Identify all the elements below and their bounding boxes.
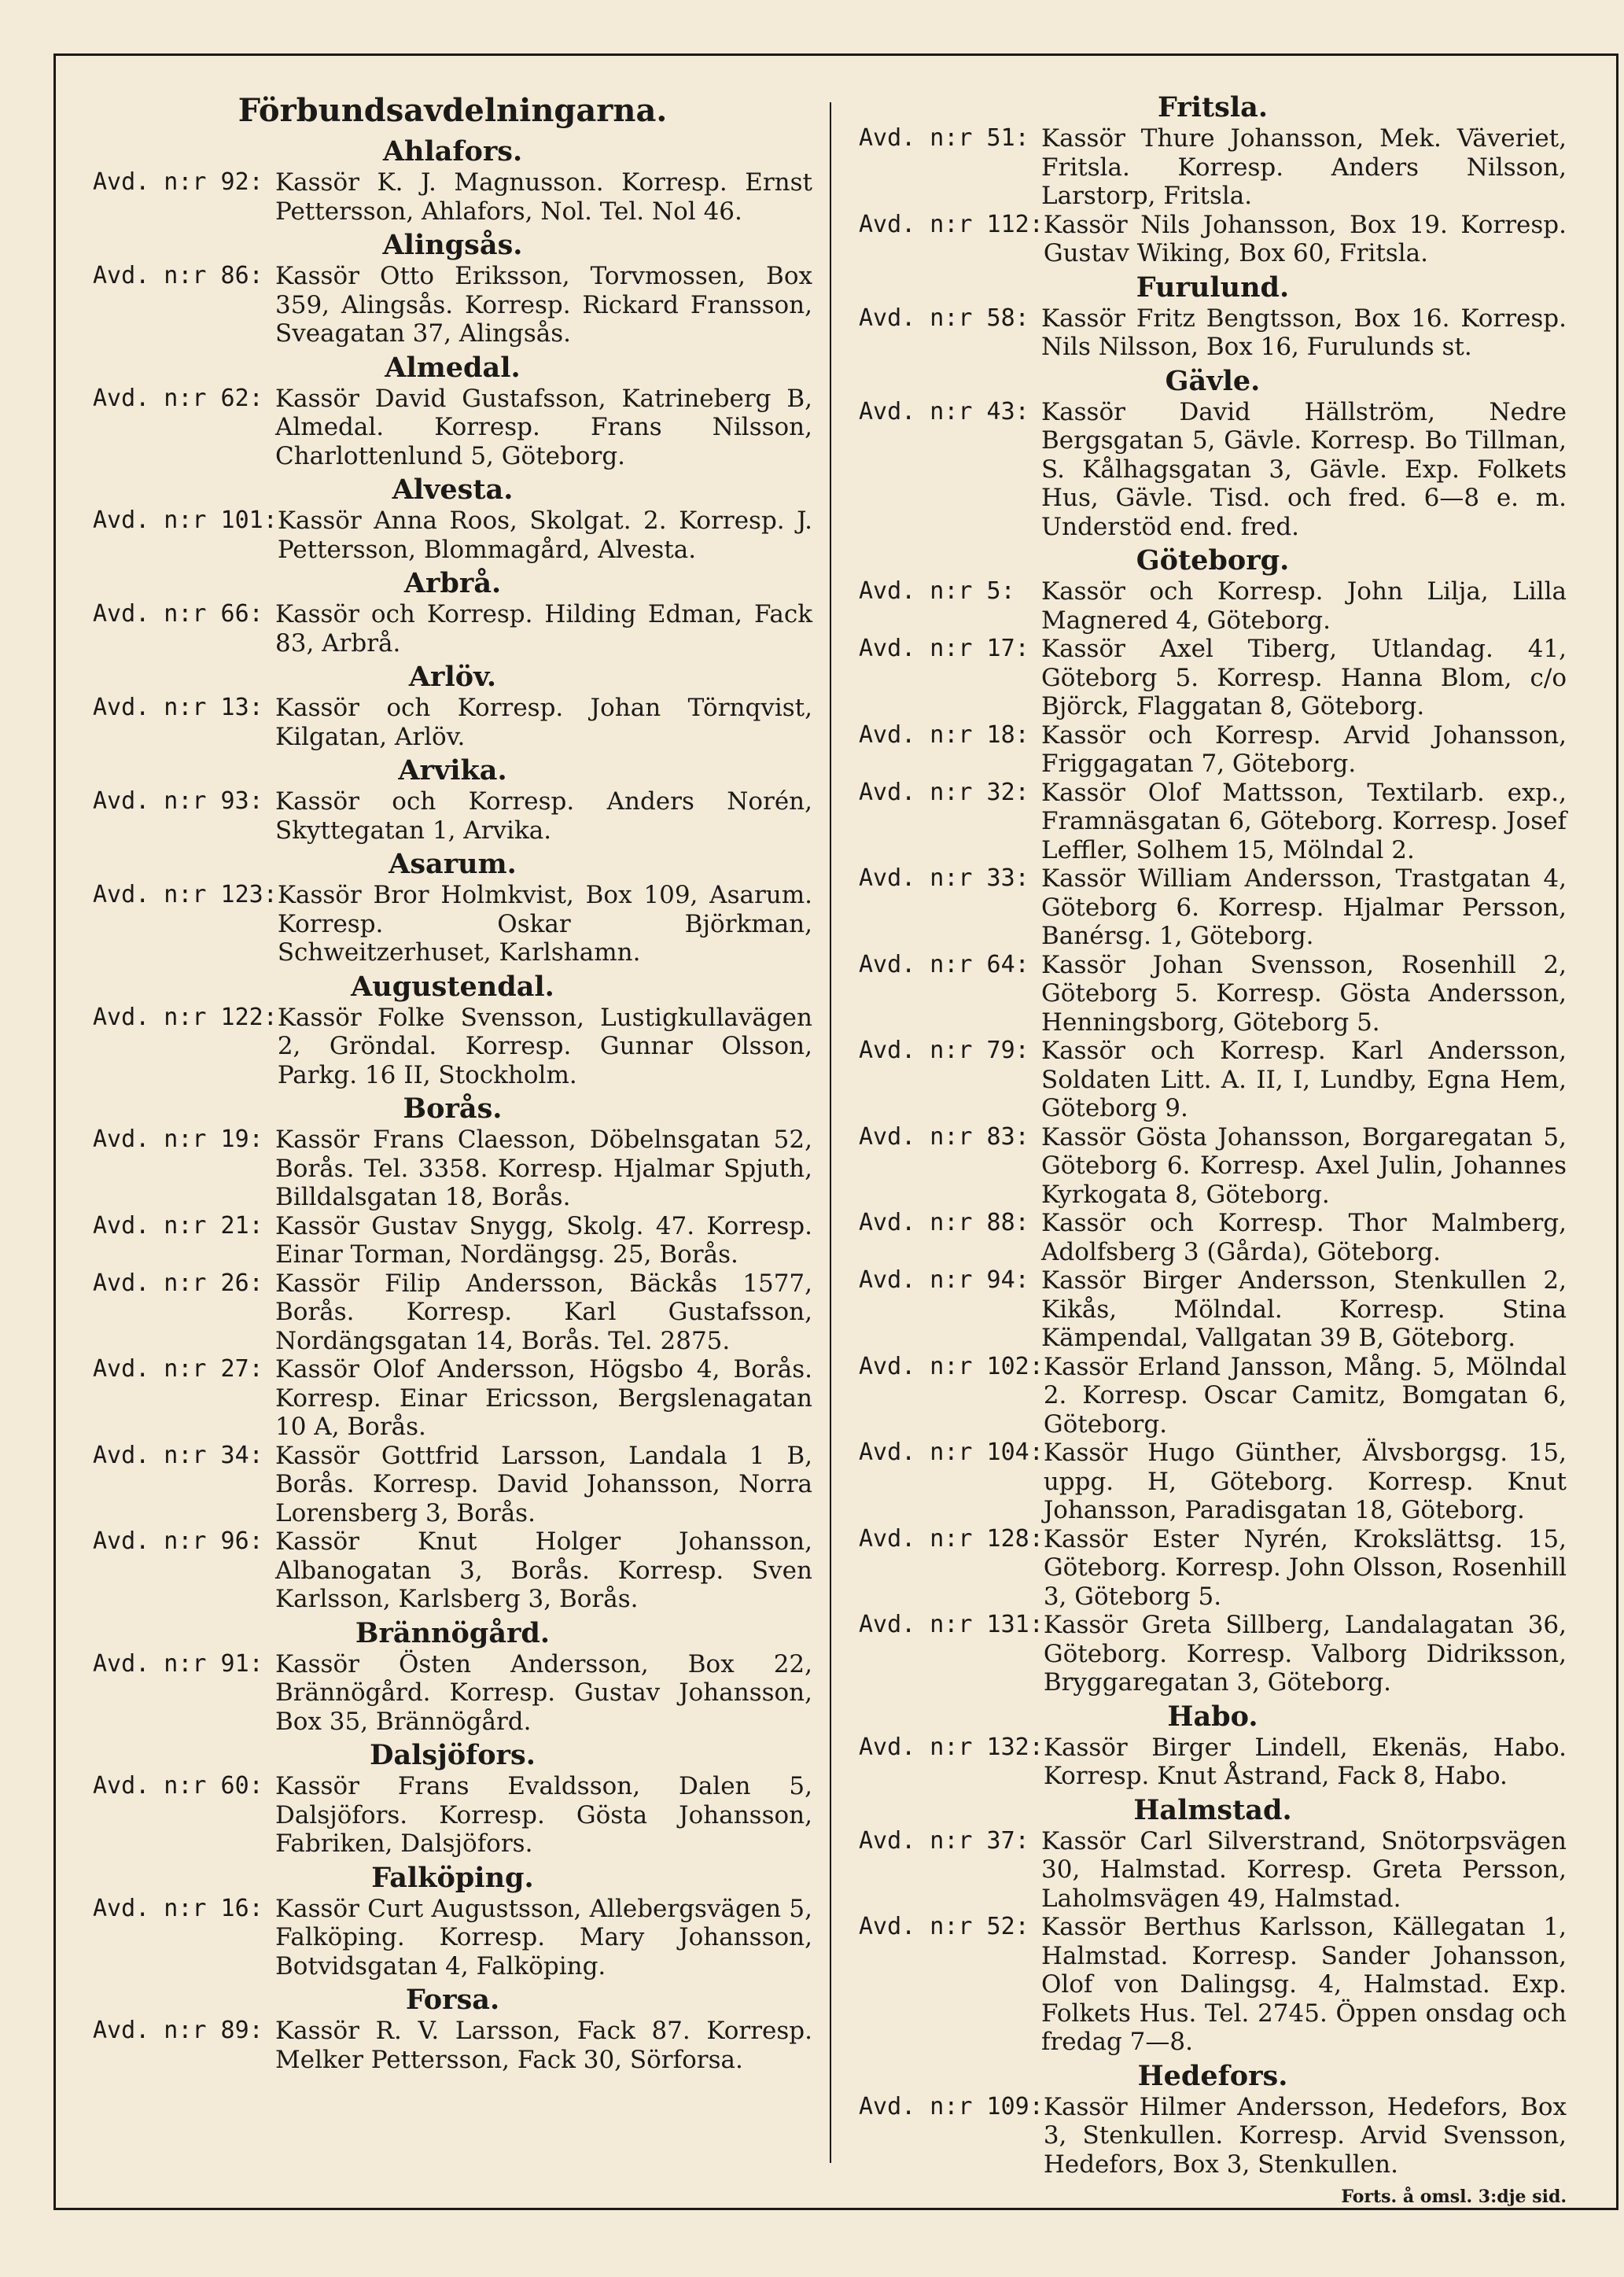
branch-contact: Kassör Hilmer Andersson, Hedefors, Box 3, Stenkullen. Korresp. Arvid Svensson, Hedefors, Box 3, Stenkullen. <box>1043 2092 1567 2179</box>
branch-entry <box>859 1525 1567 1612</box>
branch-entry <box>93 1895 812 1981</box>
branch-contact: Kassör R. V. Larsson, Fack 87. Korresp. Melker Pettersson, Fack 30, Sörforsa. <box>275 2017 812 2074</box>
branch-entry <box>859 1353 1567 1439</box>
branch-contact: Kassör Nils Johansson, Box 19. Korresp. Gustav Wiking, Box 60, Fritsla. <box>1043 210 1567 267</box>
branch-number: Avd. n:r 32: <box>859 778 1029 806</box>
branch-number: Avd. n:r 91: <box>93 1649 263 1678</box>
branch-number: Avd. n:r 33: <box>859 864 1029 892</box>
branch-number: Avd. n:r 16: <box>93 1894 263 1922</box>
branch-contact: Kassör och Korresp. Karl Andersson, Soldaten Litt. A. II, I, Lundby, Egna Hem, Göteborg 9. <box>1041 1037 1567 1122</box>
branch-number: Avd. n:r 83: <box>859 1122 1029 1151</box>
branch-entry <box>93 385 812 471</box>
branch-entry <box>93 1772 812 1859</box>
right-entries <box>859 91 1567 2179</box>
branch-entry <box>93 694 812 751</box>
branch-number: Avd. n:r 132: <box>859 1733 1044 1761</box>
branch-entry <box>859 211 1567 268</box>
branch-contact: Kassör Curt Augustsson, Allebergsvägen 5, Falköping. Korresp. Mary Johansson, Botvidsgatan 4, Falköping. <box>275 1894 812 1980</box>
branch-contact: Kassör Ester Nyrén, Krokslättsg. 15, Göteborg. Korresp. John Olsson, Rosenhill 3, Göteborg 5. <box>1043 1524 1567 1611</box>
branch-entry <box>859 1266 1567 1353</box>
branch-number: Avd. n:r 34: <box>93 1441 263 1469</box>
branch-contact: Kassör K. J. Magnusson. Korresp. Ernst Pettersson, Ahlafors, Nol. Tel. Nol 46. <box>275 168 812 226</box>
branch-contact: Kassör William Andersson, Trastgatan 4, Göteborg 6. Korresp. Hjalmar Persson, Banérsg. 1, Göteborg. <box>1041 864 1567 950</box>
section-heading: Göteborg. <box>1136 544 1290 577</box>
branch-contact: Kassör David Gustafsson, Katrineberg B, Almedal. Korresp. Frans Nilsson, Charlottenlund 5, Göteborg. <box>275 384 812 470</box>
branch-contact: Kassör Birger Andersson, Stenkullen 2, Kikås, Mölndal. Korresp. Stina Kämpendal, Vallgatan 39 B, Göteborg. <box>1041 1266 1567 1352</box>
branch-number: Avd. n:r 37: <box>859 1826 1029 1855</box>
branch-number: Avd. n:r 109: <box>859 2092 1044 2120</box>
branch-entry <box>859 1209 1567 1266</box>
branch-contact: Kassör Anna Roos, Skolgat. 2. Korresp. J. Pettersson, Blommagård, Alvesta. <box>277 507 812 564</box>
branch-entry <box>93 787 812 845</box>
section-heading: Fritsla. <box>1158 91 1268 123</box>
branch-number: Avd. n:r 86: <box>93 262 263 289</box>
section-heading: Alvesta. <box>392 473 514 506</box>
branch-contact: Kassör Berthus Karlsson, Källegatan 1, Halmstad. Korresp. Sander Johansson, Olof von Dalingsg. 4, Halmstad. Exp. Folkets Hus. Tel. 2745. Öppen onsdag och fredag 7—8. <box>1041 1913 1567 2056</box>
branch-contact: Kassör Axel Tiberg, Utlandag. 41, Göteborg 5. Korresp. Hanna Blom, c/o Björck, Flaggatan 8, Göteborg. <box>1041 635 1567 720</box>
branch-contact: Kassör Folke Svensson, Lustigkullavägen 2, Gröndal. Korresp. Gunnar Olsson, Parkg. 16 II, Stockholm. <box>277 1003 812 1089</box>
branch-entry <box>93 881 812 967</box>
branch-contact: Kassör Otto Eriksson, Torvmossen, Box 359, Alingsås. Korresp. Rickard Fransson, Sveagatan 37, Alingsås. <box>275 262 812 348</box>
branch-contact: Kassör Gottfrid Larsson, Landala 1 B, Borås. Korresp. David Johansson, Norra Lorensberg 3, Borås. <box>275 1441 812 1527</box>
branch-contact: Kassör Greta Sillberg, Landalagatan 36, Göteborg. Korresp. Valborg Didriksson, Bryggaregatan 3, Göteborg. <box>1043 1611 1567 1697</box>
branch-entry <box>859 398 1567 542</box>
branch-entry <box>859 1123 1567 1210</box>
section-heading: Borås. <box>403 1092 503 1125</box>
branch-entry <box>93 168 812 226</box>
branch-contact: Kassör Knut Holger Johansson, Albanogatan 3, Borås. Korresp. Sven Karlsson, Karlsberg 3, Borås. <box>275 1527 812 1613</box>
section-heading: Arlöv. <box>408 661 497 693</box>
branch-number: Avd. n:r 26: <box>93 1269 263 1297</box>
branch-entry <box>93 1527 812 1614</box>
branch-number: Avd. n:r 101: <box>93 507 278 534</box>
branch-entry <box>859 1439 1567 1525</box>
section-heading: Brännögård. <box>355 1616 551 1649</box>
branch-number: Avd. n:r 104: <box>859 1439 1044 1466</box>
section-heading: Furulund. <box>1136 271 1290 304</box>
branch-number: Avd. n:r 17: <box>859 635 1029 662</box>
branch-entry <box>859 2093 1567 2179</box>
left-entries <box>93 135 812 2074</box>
branch-contact: Kassör och Korresp. Johan Törnqvist, Kilgatan, Arlöv. <box>275 694 812 751</box>
branch-number: Avd. n:r 79: <box>859 1037 1029 1064</box>
branch-contact: Kassör Östen Andersson, Box 22, Brännögård. Korresp. Gustav Johansson, Box 35, Brännögård. <box>275 1649 812 1736</box>
branch-entry <box>93 1004 812 1090</box>
branch-contact: Kassör Erland Jansson, Mång. 5, Mölndal 2. Korresp. Oscar Camitz, Bomgatan 6, Göteborg. <box>1043 1352 1567 1439</box>
branch-entry <box>93 1126 812 1212</box>
branch-number: Avd. n:r 62: <box>93 384 263 412</box>
branch-number: Avd. n:r 122: <box>93 1003 278 1031</box>
branch-number: Avd. n:r 51: <box>859 124 1029 152</box>
branch-contact: Kassör och Korresp. Anders Norén, Skyttegatan 1, Arvika. <box>275 787 812 845</box>
branch-number: Avd. n:r 58: <box>859 304 1029 332</box>
branch-contact: Kassör och Korresp. John Lilja, Lilla Magnered 4, Göteborg. <box>1041 577 1567 635</box>
branch-contact: Kassör Olof Mattsson, Textilarb. exp., Framnäsgatan 6, Göteborg. Korresp. Josef Leffler, Solhem 15, Mölndal 2. <box>1041 778 1567 864</box>
branch-contact: Kassör Olof Andersson, Högsbo 4, Borås. Korresp. Einar Ericsson, Bergslenagatan 10 A, Borås. <box>275 1355 812 1441</box>
section-heading: Alingsås. <box>382 229 523 261</box>
branch-entry <box>93 600 812 658</box>
branch-contact: Kassör Frans Evaldsson, Dalen 5, Dalsjöfors. Korresp. Gösta Johansson, Fabriken, Dalsjöfors. <box>275 1772 812 1858</box>
branch-contact: Kassör Gustav Snygg, Skolg. 47. Korresp. Einar Torman, Nordängsg. 25, Borås. <box>275 1211 812 1269</box>
branch-number: Avd. n:r 88: <box>859 1209 1029 1236</box>
left-column <box>93 88 812 2074</box>
branch-contact: Kassör Fritz Bengtsson, Box 16. Korresp. Nils Nilsson, Box 16, Furulunds st. <box>1041 304 1567 361</box>
branch-entry <box>859 1037 1567 1123</box>
section-heading: Asarum. <box>389 848 517 880</box>
continuation-note: Forts. å omsl. 3:dje sid. <box>1341 2187 1567 2207</box>
branch-contact: Kassör Bror Holmkvist, Box 109, Asarum. Korresp. Oskar Björkman, Schweitzerhuset, Karlshamn. <box>277 881 812 967</box>
right-column <box>859 88 1567 2207</box>
branch-entry <box>859 577 1567 635</box>
branch-number: Avd. n:r 60: <box>93 1772 263 1800</box>
branch-number: Avd. n:r 66: <box>93 600 263 628</box>
branch-number: Avd. n:r 19: <box>93 1126 263 1153</box>
branch-entry <box>859 1827 1567 1914</box>
branch-number: Avd. n:r 52: <box>859 1913 1029 1940</box>
branch-entry <box>859 779 1567 865</box>
branch-entry <box>859 635 1567 721</box>
branch-number: Avd. n:r 123: <box>93 881 278 908</box>
branch-contact: Kassör Gösta Johansson, Borgaregatan 5, Göteborg 6. Korresp. Axel Julin, Johannes Kyrkogata 8, Göteborg. <box>1041 1122 1567 1209</box>
branch-number: Avd. n:r 5: <box>859 577 1015 605</box>
branch-number: Avd. n:r 21: <box>93 1211 263 1240</box>
section-heading: Arvika. <box>398 754 507 787</box>
branch-contact: Kassör och Korresp. Arvid Johansson, Friggagatan 7, Göteborg. <box>1041 720 1567 778</box>
branch-number: Avd. n:r 13: <box>93 694 263 721</box>
branch-number: Avd. n:r 128: <box>859 1524 1044 1553</box>
section-heading: Falköping. <box>371 1861 534 1894</box>
section-heading: Gävle. <box>1165 364 1261 397</box>
branch-contact: Kassör Thure Johansson, Mek. Väveriet, Fritsla. Korresp. Anders Nilsson, Larstorp, Fritsla. <box>1041 124 1567 210</box>
branch-number: Avd. n:r 93: <box>93 787 263 815</box>
branch-entry <box>859 1913 1567 2057</box>
branch-entry <box>859 124 1567 211</box>
branch-number: Avd. n:r 131: <box>859 1611 1044 1638</box>
branch-entry <box>859 1611 1567 1697</box>
branch-number: Avd. n:r 96: <box>93 1527 263 1555</box>
branch-contact: Kassör och Korresp. Thor Malmberg, Adolfsberg 3 (Gårda), Göteborg. <box>1041 1209 1567 1266</box>
section-heading: Almedal. <box>385 351 521 384</box>
section-heading: Ahlafors. <box>382 135 523 168</box>
branch-contact: Kassör David Hällström, Nedre Bergsgatan 5, Gävle. Korresp. Bo Tillman, S. Kålhagsgatan 3, Gävle. Exp. Folkets Hus, Gävle. Tisd. och fred. 6—8 e. m. Understöd end. fred. <box>1041 397 1567 541</box>
branch-number: Avd. n:r 102: <box>859 1352 1044 1380</box>
branch-contact: Kassör och Korresp. Hilding Edman, Fack 83, Arbrå. <box>275 600 812 658</box>
branch-number: Avd. n:r 112: <box>859 210 1044 238</box>
branch-entry <box>859 951 1567 1037</box>
branch-entry <box>859 304 1567 362</box>
branch-contact: Kassör Hugo Günther, Älvsborgsg. 15, uppg. H, Göteborg. Korresp. Knut Johansson, Paradisgatan 18, Göteborg. <box>1043 1439 1567 1524</box>
branch-entry <box>93 1269 812 1356</box>
branch-contact: Kassör Johan Svensson, Rosenhill 2, Göteborg 5. Korresp. Gösta Andersson, Henningsborg, Göteborg 5. <box>1041 950 1567 1037</box>
branch-number: Avd. n:r 94: <box>859 1266 1029 1294</box>
branch-number: Avd. n:r 64: <box>859 950 1029 978</box>
branch-number: Avd. n:r 92: <box>93 168 263 196</box>
branch-entry <box>93 1355 812 1442</box>
branch-entry <box>93 507 812 564</box>
branch-entry <box>93 262 812 348</box>
section-heading: Halmstad. <box>1133 1793 1292 1826</box>
branch-entry <box>859 721 1567 779</box>
branch-contact: Kassör Filip Andersson, Bäckås 1577, Borås. Korresp. Karl Gustafsson, Nordängsgatan 14, Borås. Tel. 2875. <box>275 1269 812 1355</box>
branch-entry <box>859 1734 1567 1791</box>
section-heading: Forsa. <box>405 1984 500 2016</box>
branch-entry <box>93 1650 812 1737</box>
section-heading: Arbrå. <box>403 567 502 599</box>
branch-entry <box>93 1212 812 1269</box>
section-heading: Augustendal. <box>351 970 554 1003</box>
branch-number: Avd. n:r 18: <box>859 720 1029 749</box>
page-title: Förbundsavdelningarna. <box>238 92 668 129</box>
section-heading: Habo. <box>1167 1700 1258 1733</box>
branch-contact: Kassör Birger Lindell, Ekenäs, Habo. Korresp. Knut Åstrand, Fack 8, Habo. <box>1043 1733 1567 1790</box>
branch-entry <box>859 864 1567 951</box>
branch-entry <box>93 1442 812 1528</box>
branch-contact: Kassör Carl Silverstrand, Snötorpsvägen 30, Halmstad. Korresp. Greta Persson, Laholmsvägen 49, Halmstad. <box>1041 1826 1567 1913</box>
branch-contact: Kassör Frans Claesson, Döbelnsgatan 52, Borås. Tel. 3358. Korresp. Hjalmar Spjuth, Billdalsgatan 18, Borås. <box>275 1126 812 1211</box>
branch-entry <box>93 2017 812 2074</box>
branch-number: Avd. n:r 43: <box>859 397 1029 426</box>
section-heading: Hedefors. <box>1137 2059 1288 2092</box>
section-heading: Dalsjöfors. <box>370 1739 536 1771</box>
branch-number: Avd. n:r 89: <box>93 2017 263 2044</box>
column-divider <box>830 102 831 2163</box>
branch-number: Avd. n:r 27: <box>93 1355 263 1383</box>
